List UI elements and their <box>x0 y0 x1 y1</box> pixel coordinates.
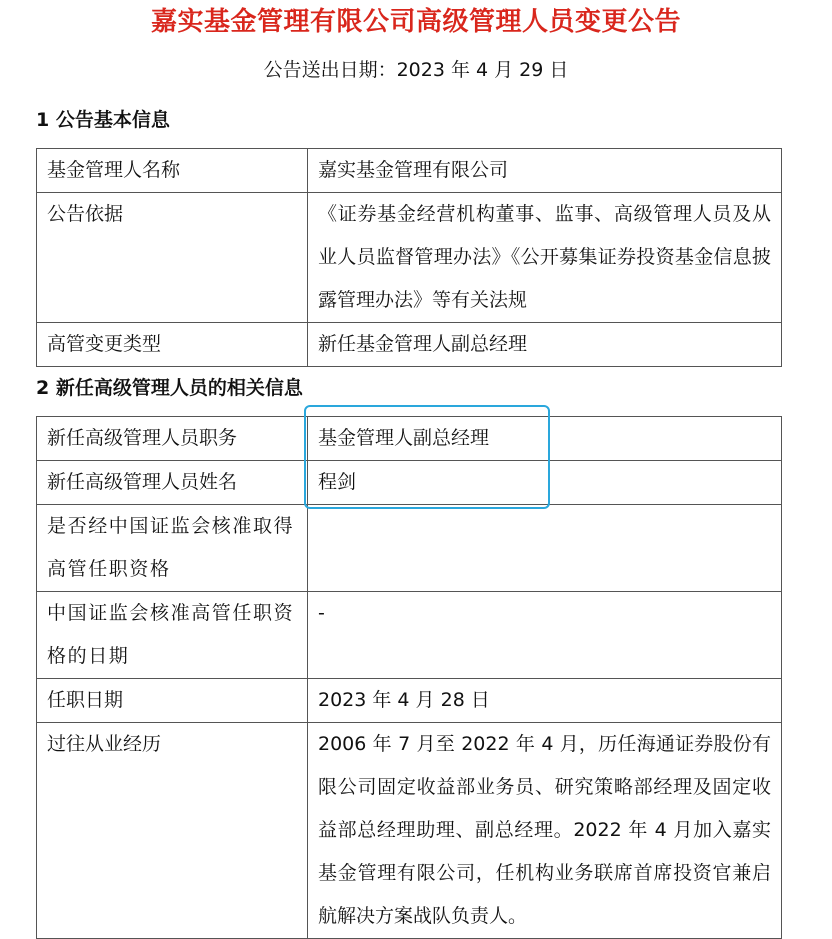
row-label: 新任高级管理人员姓名 <box>37 461 308 505</box>
row-value: 2023 年 4 月 28 日 <box>308 679 782 723</box>
row-value: 基金管理人副总经理 <box>308 417 782 461</box>
announcement-title: 嘉实基金管理有限公司高级管理人员变更公告 <box>150 7 681 37</box>
row-label: 新任高级管理人员职务 <box>37 417 308 461</box>
table-row <box>37 149 782 193</box>
row-label: 高管变更类型 <box>37 323 308 367</box>
row-value: 2006 年 7 月至 2022 年 4 月，历任海通证券股份有限公司固定收益部业务员、研究策略部经理及固定收益部总经理助理、副总经理。2022 年 4 月加入嘉实基金管理有限公司，任机构业务联席首席投资官兼启航解决方案战队负责人。 <box>308 723 782 939</box>
table-row <box>37 592 782 679</box>
row-label: 中国证监会核准高管任职资格的日期 <box>37 592 308 679</box>
row-label: 公告依据 <box>37 193 308 323</box>
row-value: - <box>308 592 782 679</box>
publication-date: 公告送出日期：2023 年 4 月 29 日 <box>263 59 569 81</box>
row-value: 嘉实基金管理有限公司 <box>308 149 782 193</box>
row-label: 过往从业经历 <box>37 723 308 939</box>
row-value: 程剑 <box>308 461 782 505</box>
row-label: 是否经中国证监会核准取得高管任职资格 <box>37 505 308 592</box>
row-value: 《证券基金经营机构董事、监事、高级管理人员及从业人员监督管理办法》《公开募集证券投资基金信息披露管理办法》等有关法规 <box>308 193 782 323</box>
highlight-box <box>304 405 550 509</box>
row-label: 任职日期 <box>37 679 308 723</box>
table-row <box>37 679 782 723</box>
table-row <box>37 323 782 367</box>
table-row <box>37 193 782 323</box>
table-row <box>37 505 782 592</box>
table-row <box>37 723 782 939</box>
section-heading-basic-info: 1 公告基本信息 <box>36 109 170 131</box>
basic-info-table <box>36 148 782 367</box>
row-value <box>308 505 782 592</box>
row-label: 基金管理人名称 <box>37 149 308 193</box>
row-value: 新任基金管理人副总经理 <box>308 323 782 367</box>
section-heading-new-executive-info: 2 新任高级管理人员的相关信息 <box>36 377 303 399</box>
